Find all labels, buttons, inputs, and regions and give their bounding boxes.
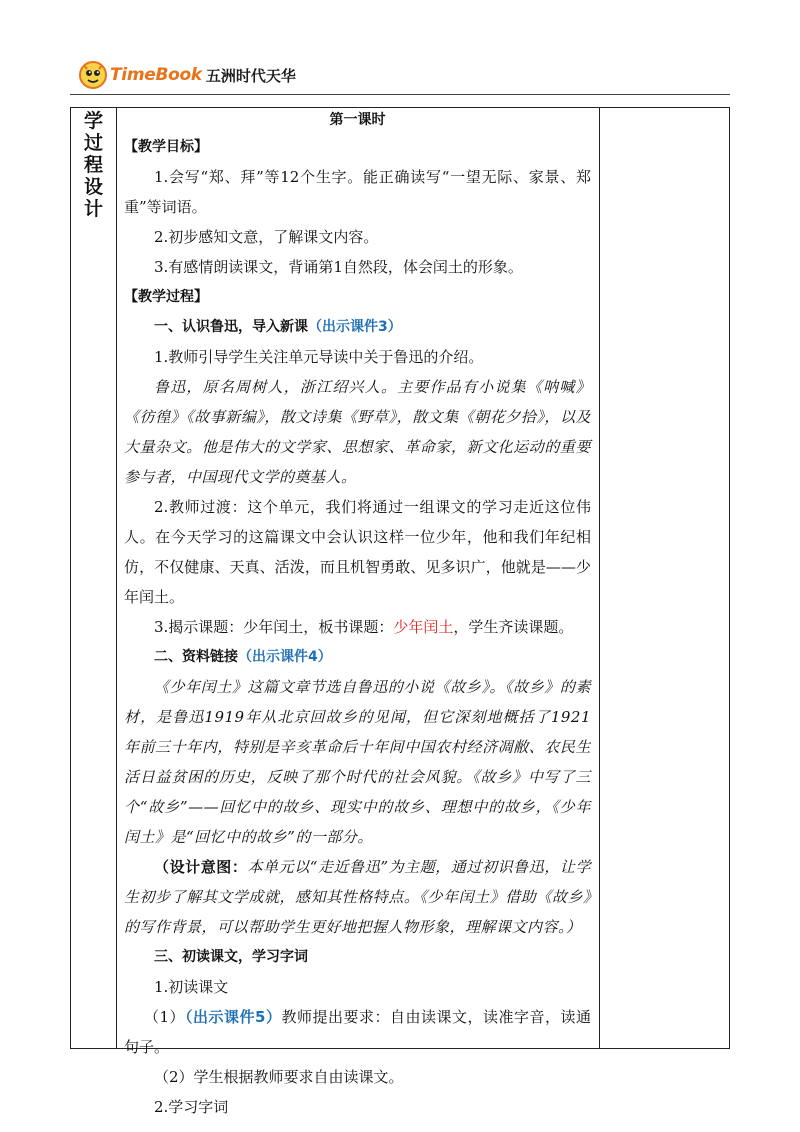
column-divider-right (599, 108, 600, 1048)
section-heading (124, 312, 591, 342)
section-title: 二、资料链接 (154, 649, 238, 665)
text-span: 教师提出要求：自由读课文，读准字音，读通句子。 (124, 1008, 591, 1056)
header-divider (70, 94, 730, 95)
section-heading (124, 642, 591, 672)
design-intent-text: 本单元以“走近鲁迅”为主题，通过初识鲁迅，让学生初步了解其文学成就，感知其性格特点。《少年闰土》借助《故乡》的写作背景，可以帮助学生更好地把握人物形象，理解课文内容。） (124, 858, 591, 936)
brand-name-cn: 五洲时代天华 (205, 66, 296, 85)
paragraph: 1.教师引导学生关注单元导读中关于鲁迅的介绍。 (154, 348, 484, 366)
courseware-tag: （出示课件4） (238, 649, 332, 665)
background-paragraph: 《少年闰土》这篇文章节选自鲁迅的小说《故乡》。《故乡》的素材，是鲁迅1919年从北京回故乡的见闻，但它深刻地概括了1921年前三十年内，特别是辛亥革命后十年间中国农村经济凋敝、农民生活日益贫困的历史，反映了那个时代的社会风貌。《故乡》中写了三个“故乡”——回忆中的故乡、现实中的故乡、理想中的故乡，《少年闰土》是“回忆中的故乡”的一部分。 (124, 678, 591, 846)
goal-item: 2.初步感知文意，了解课文内容。 (154, 228, 379, 246)
design-intent-paragraph (124, 852, 591, 942)
section-label-column (71, 110, 116, 220)
courseware-tag: （出示课件5） (185, 1008, 282, 1026)
timebook-logo-icon (78, 60, 108, 90)
highlighted-title: 少年闰土 (393, 618, 454, 636)
text-span: 3.揭示课题：少年闰土，板书课题： (154, 618, 394, 636)
side-label-char: 过 (83, 132, 103, 154)
text-span: ，学生齐读课题。 (453, 618, 574, 636)
side-label-char: 学 (83, 110, 103, 132)
side-label-char: 程 (83, 154, 103, 176)
paragraph (124, 612, 591, 642)
section-heading: 三、初读课文，学习字词 (154, 949, 308, 965)
paragraph: 2.教师过渡：这个单元，我们将通过一组课文的学习走近这位伟人。在今天学习的这篇课文中会认识这样一位少年，他和我们年纪相仿，不仅健康、天真、活泼，而且机智勇敢、见多识广，他就是——少年闰土。 (124, 498, 591, 606)
side-label-char: 计 (83, 198, 103, 220)
paragraph: （2）学生根据教师要求自由读课文。 (154, 1068, 404, 1086)
process-heading: 【教学过程】 (124, 289, 208, 305)
design-intent-label: （设计意图： (154, 858, 248, 876)
author-bio-paragraph: 鲁迅，原名周树人，浙江绍兴人。主要作品有小说集《呐喊》《彷徨》《故事新编》，散文诗集《野草》，散文集《朝花夕拾》，以及大量杂文。他是伟大的文学家、思想家、革命家，新文化运动的重要参与者，中国现代文学的奠基人。 (124, 378, 591, 486)
text-span: （1） (144, 1008, 186, 1026)
courseware-tag: （出示课件3） (308, 319, 402, 335)
lesson-content (116, 108, 599, 1122)
goals-heading: 【教学目标】 (124, 139, 208, 155)
goal-item: 3.有感情朗读课文，背诵第1自然段，体会闰土的形象。 (154, 258, 523, 276)
sub-heading: 1.初读课文 (154, 978, 229, 996)
goal-item: 1.会写“郑、拜”等12个生字。能正确读写“一望无际、家景、郑重”等词语。 (124, 168, 591, 216)
lesson-title: 第一课时 (329, 112, 386, 128)
sub-heading: 2.学习字词 (154, 1098, 229, 1116)
lesson-plan-table (70, 107, 730, 1116)
header-logo (78, 58, 296, 92)
paragraph (124, 1002, 591, 1062)
section-title: 一、认识鲁迅，导入新课 (154, 319, 308, 335)
side-label-char: 设 (83, 176, 103, 198)
brand-name-en: TimeBook (110, 65, 202, 85)
